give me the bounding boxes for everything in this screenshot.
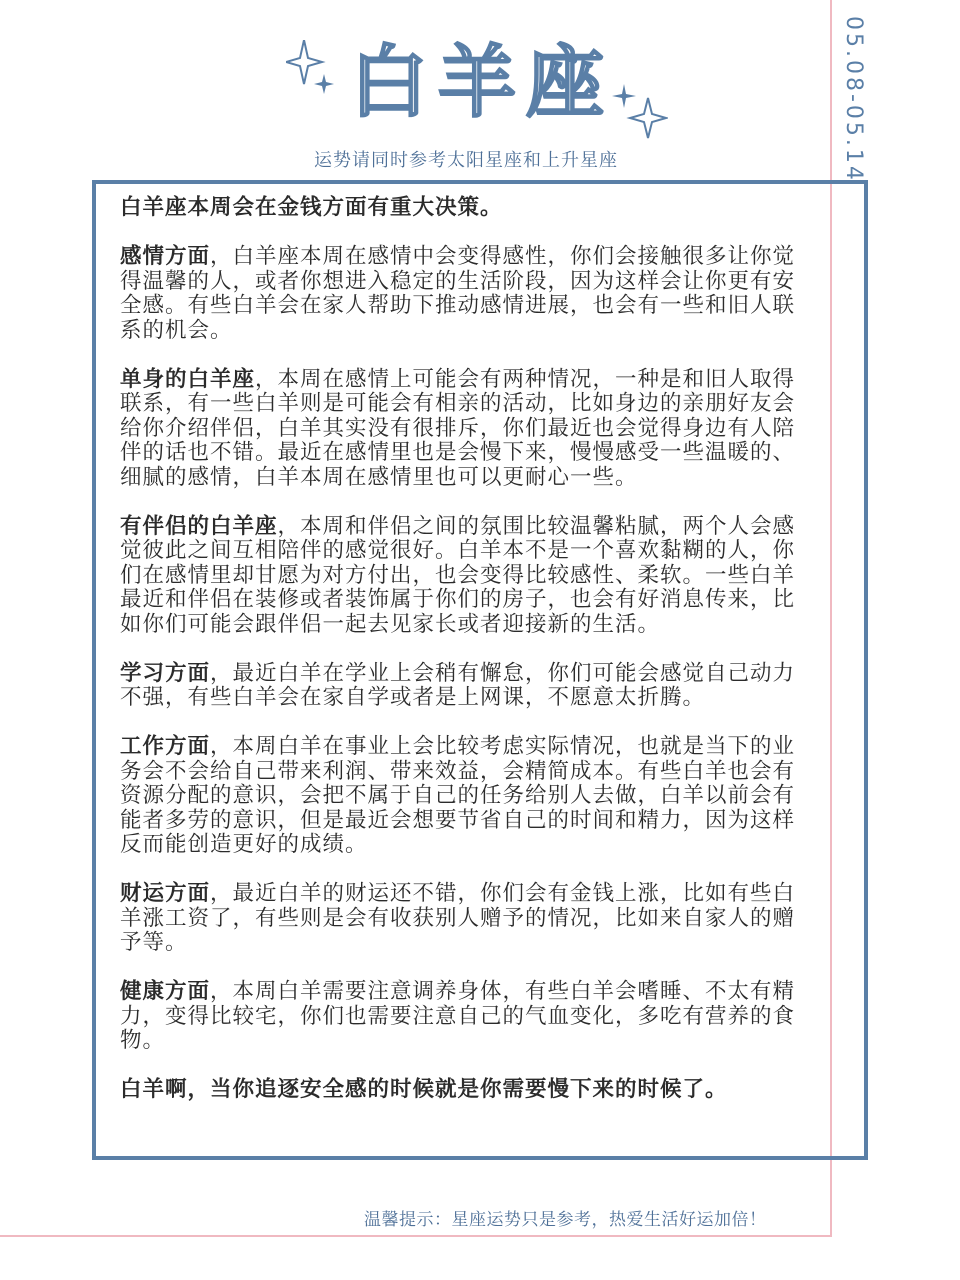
partnered-heading: 有伴侣的白羊座 <box>120 513 278 539</box>
footer-tip: 温馨提示：星座运势只是参考，热爱生活好运加倍！ <box>364 1210 767 1230</box>
subtitle: 运势请同时参考太阳星座和上升星座 <box>314 150 618 171</box>
health-text: ，本周白羊需要注意调养身体，有些白羊会嗜睡、不太有精力，变得比较宅，你们也需要注意自己的气血变化，多吃有营养的食物。 <box>120 979 796 1053</box>
study-paragraph <box>120 662 816 711</box>
health-paragraph <box>120 980 816 1054</box>
love-paragraph <box>120 245 816 343</box>
partnered-paragraph <box>120 515 816 638</box>
wealth-text: ，最近白羊的财运还不错，你们会有金钱上涨，比如有些白羊涨工资了，有些则是会有收获别人赠予的情况，比如来自家人的赠予等。 <box>120 881 796 955</box>
single-heading: 单身的白羊座 <box>120 366 256 392</box>
study-text: ，最近白羊在学业上会稍有懈怠，你们可能会感觉自己动力不强，有些白羊会在家自学或者是上网课，不愿意太折腾。 <box>120 660 796 710</box>
single-text: ，本周在感情上可能会有两种情况，一种是和旧人取得联系，有一些白羊则是可能会有相亲的活动，比如身边的亲朋好友会给你介绍伴侣，白羊其实没有很排斥，你们最近也会觉得身边有人陪伴的话也不错。最近在感情里也是会慢下来，慢慢感受一些温暖的、细腻的感情，白羊本周在感情里也可以更耐心一些。 <box>120 366 796 490</box>
wealth-paragraph <box>120 882 816 956</box>
title-area <box>0 30 960 140</box>
intro-paragraph: 白羊座本周会在金钱方面有重大决策。 <box>120 195 503 220</box>
horoscope-content <box>120 196 816 1127</box>
work-paragraph <box>120 735 816 858</box>
love-heading: 感情方面 <box>120 244 211 269</box>
single-paragraph <box>120 368 816 491</box>
pink-frame-horizontal <box>0 1235 832 1237</box>
closing-paragraph: 白羊啊，当你追逐安全感的时候就是你需要慢下来的时候了。 <box>120 1077 728 1102</box>
work-text: ，本周白羊在事业上会比较考虑实际情况，也就是当下的业务会不会给自己带来利润、带来效益，会精简成本。有些白羊也会有资源分配的意识，会把不属于自己的任务给别人去做，白羊以前会有能者多劳的意识，但是最近会想要节省自己的时间和精力，因为这样反而能创造更好的成绩。 <box>120 734 796 857</box>
love-text: ，白羊座本周在感情中会变得感性，你们会接触很多让你觉得温馨的人，或者你想进入稳定的生活阶段，因为这样会让你更有安全感。有些白羊会在家人帮助下推动感情进展，也会有一些和旧人联系的机会。 <box>120 244 796 343</box>
partnered-text: ，本周和伴侣之间的氛围比较温馨粘腻，两个人会感觉彼此之间互相陪伴的感觉很好。白羊本不是一个喜欢黏糊的人，你们在感情里却甘愿为对方付出，也会变得比较感性、柔软。一些白羊最近和伴侣在装修或者装饰属于你们的房子，也会有好消息传来，比如你们可能会跟伴侣一起去见家长或者迎接新的生活。 <box>120 513 796 637</box>
date-range: 05.08-05.14 <box>841 16 866 183</box>
study-heading: 学习方面 <box>120 660 211 686</box>
wealth-heading: 财运方面 <box>120 881 211 906</box>
work-heading: 工作方面 <box>120 734 211 759</box>
page-title: 白羊座 <box>350 38 615 128</box>
health-heading: 健康方面 <box>120 979 211 1004</box>
